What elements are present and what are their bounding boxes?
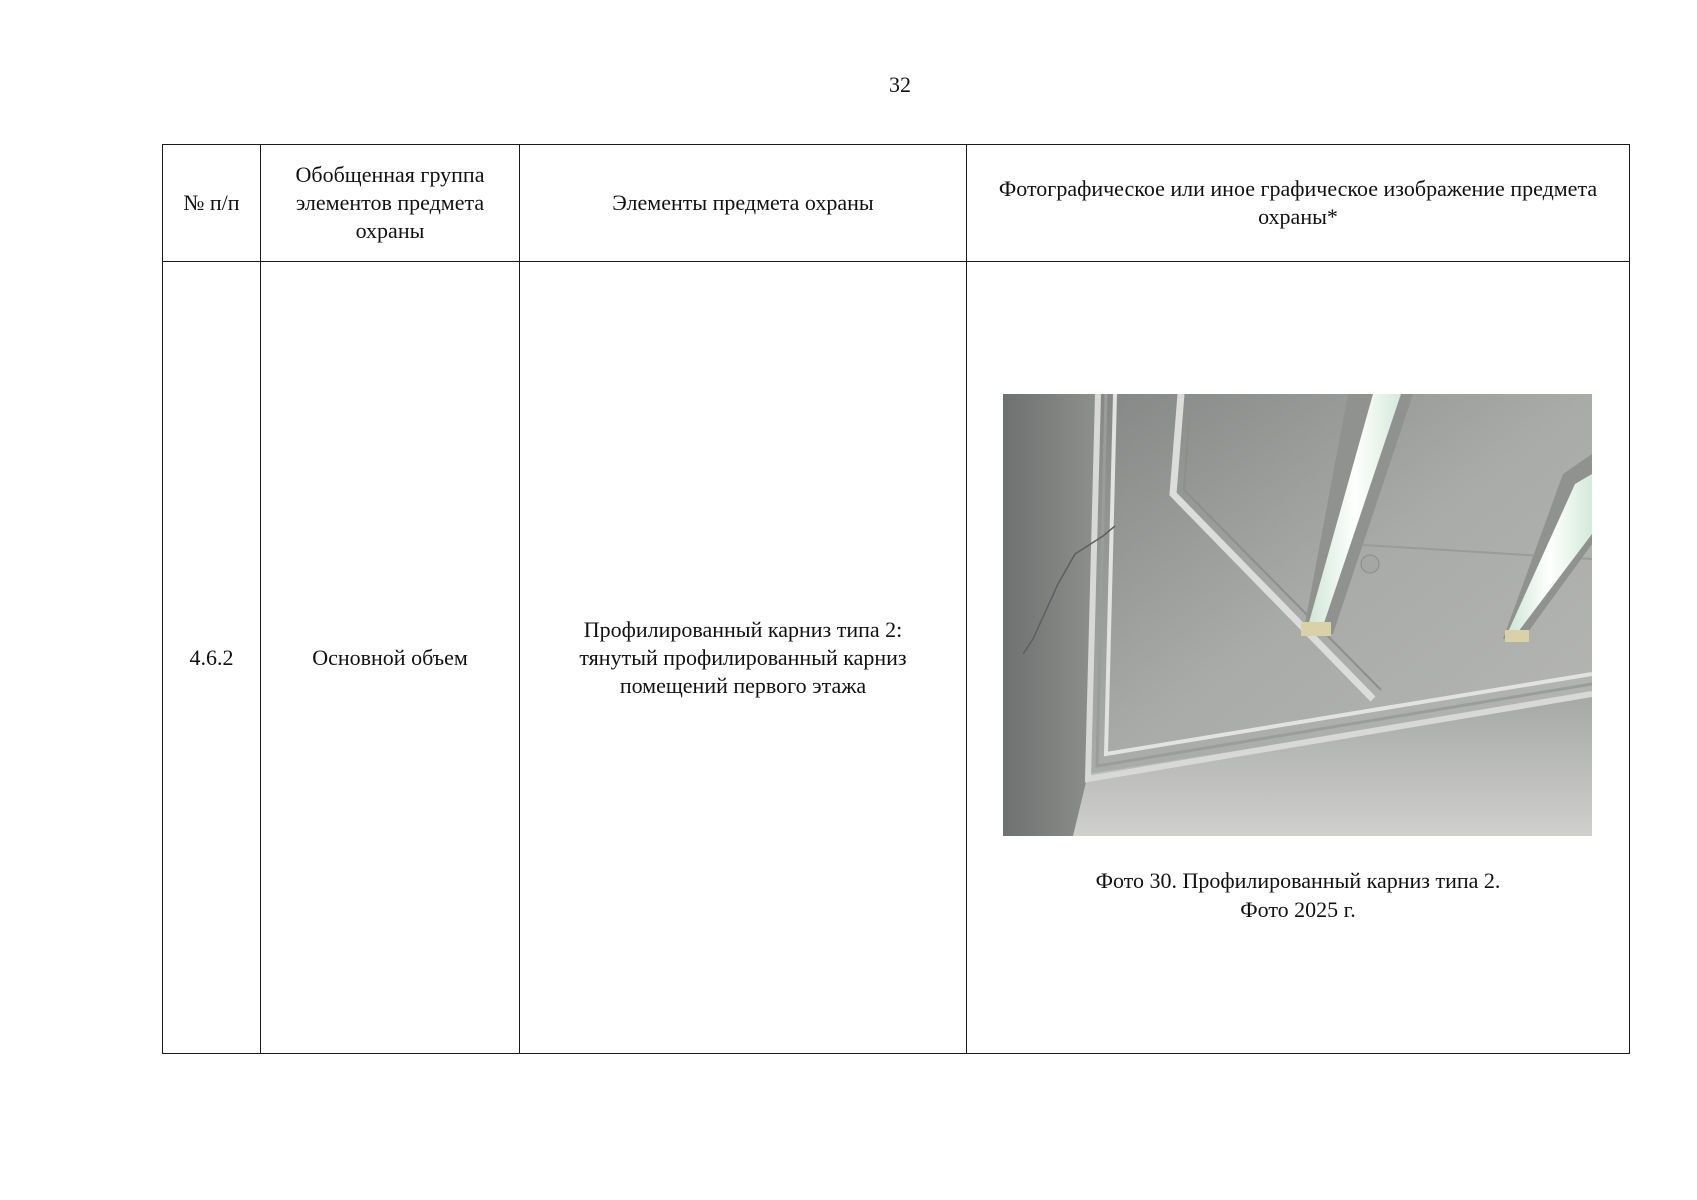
row-image-cell: [967, 262, 1630, 1054]
header-group: Обобщенная группа элементов предмета охраны: [261, 145, 520, 262]
protection-subject-table: [162, 144, 1630, 1054]
header-image: Фотографическое или иное графическое изображение предмета охраны*: [967, 145, 1630, 262]
element-line-2: тянутый профилированный карниз: [579, 644, 907, 670]
photo-caption: [967, 866, 1629, 924]
page-number: 32: [889, 72, 911, 97]
element-line-1: Профилированный карниз типа 2:: [583, 616, 903, 642]
element-line-3: помещений первого этажа: [619, 672, 867, 698]
photo-caption-line-1: Фото 30. Профилированный карниз типа 2.: [1095, 868, 1501, 893]
row-group: Основной объем: [261, 262, 520, 1054]
row-number: 4.6.2: [163, 262, 261, 1054]
row-elements: [520, 262, 967, 1054]
table-row: [163, 262, 1630, 1054]
table-header-row: [163, 145, 1630, 262]
photo-caption-line-2: Фото 2025 г.: [1240, 897, 1356, 922]
cornice-photo: [1003, 394, 1592, 836]
header-elements: Элементы предмета охраны: [520, 145, 967, 262]
header-number: № п/п: [163, 145, 261, 262]
